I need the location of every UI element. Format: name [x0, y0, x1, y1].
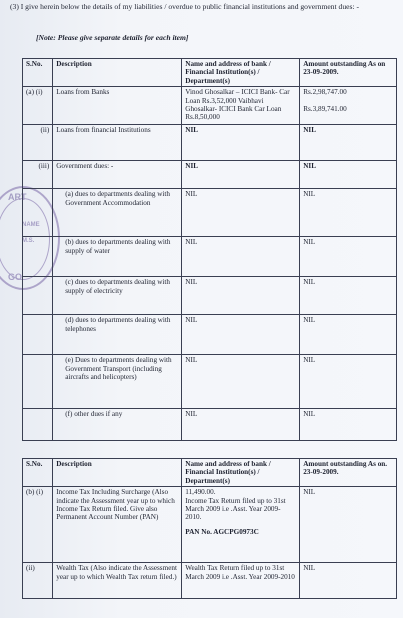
cell-amount: NIL — [300, 487, 397, 563]
cell-sno: (a) (i) — [23, 87, 53, 125]
cell-amount: NIL — [300, 277, 397, 315]
intro-paragraph: (3) I give herein below the details of my liabilities / overdue to public financial institutions and government dues: - — [10, 2, 360, 11]
stamp-text: GO — [8, 272, 23, 282]
cell-amount: NIL — [300, 355, 397, 409]
cell-description: Wealth Tax (Also indicate the Assessment year up to which Wealth Tax return filed.) — [53, 563, 182, 599]
col-header-description: Description — [53, 59, 182, 87]
cell-description: (f) other dues if any — [53, 409, 182, 441]
table-row — [23, 487, 397, 563]
cell-bank: NIL — [182, 161, 300, 189]
cell-description: Loans from financial Institutions — [53, 125, 182, 161]
col-header-sno: S.No. — [23, 459, 53, 487]
cell-bank: NIL — [182, 125, 300, 161]
cell-bank: Vinod Ghosalkar – ICICI Bank- Car Loan Rs.3,52,000 Vaibhavi Ghosalkar- ICICI Bank Car Loan Rs.8,50,000 — [182, 87, 300, 125]
table-row — [23, 563, 397, 599]
cell-amount: NIL — [300, 315, 397, 355]
cell-bank — [182, 487, 300, 563]
cell-description: (a) dues to departments dealing with Government Accommodation — [53, 189, 182, 237]
col-header-description: Description — [53, 459, 182, 487]
cell-amount: NIL — [300, 161, 397, 189]
col-header-sno: S.No. — [23, 59, 53, 87]
table-row — [23, 125, 397, 161]
cell-sno — [23, 237, 53, 277]
cell-bank: NIL — [182, 409, 300, 441]
stamp-text: M.S. — [22, 238, 35, 244]
cell-description: Government dues: - — [53, 161, 182, 189]
pan-number: PAN No. AGCPG0973C — [185, 527, 259, 536]
cell-sno — [23, 355, 53, 409]
cell-sno: (iii) — [23, 161, 53, 189]
cell-sno — [23, 189, 53, 237]
cell-amount: NIL — [300, 563, 397, 599]
cell-bank: NIL — [182, 237, 300, 277]
cell-bank: NIL — [182, 355, 300, 409]
cell-amount: Rs.2,98,747.00 Rs.3,89,741.00 — [300, 87, 397, 125]
col-header-bank: Name and address of bank / Financial Institution(s) / Department(s) — [182, 459, 300, 487]
table-row — [23, 161, 397, 189]
cell-amount: NIL — [300, 189, 397, 237]
table-row — [23, 409, 397, 441]
cell-description: Income Tax Including Surcharge (Also indicate the Assessment year up to which Income Tax Return filed. Give also Permanent Account Number (PAN) — [53, 487, 182, 563]
table-row — [23, 87, 397, 125]
cell-sno — [23, 315, 53, 355]
cell-amount: NIL — [300, 409, 397, 441]
stamp-text: NAME — [22, 222, 40, 228]
table-row — [23, 189, 397, 237]
cell-description: (d) dues to departments dealing with telephones — [53, 315, 182, 355]
table-row — [23, 315, 397, 355]
cell-sno: (b) (i) — [23, 487, 53, 563]
liabilities-table-2 — [22, 458, 397, 599]
col-header-amount: Amount outstanding As on 23-09-2009. — [300, 59, 397, 87]
cell-bank: NIL — [182, 189, 300, 237]
cell-description: (b) dues to departments dealing with supply of water — [53, 237, 182, 277]
table-header-row — [23, 459, 397, 487]
cell-amount: NIL — [300, 237, 397, 277]
cell-bank: NIL — [182, 315, 300, 355]
cell-amount: NIL — [300, 125, 397, 161]
stamp-text: ART — [8, 192, 27, 202]
cell-sno: (ii) — [23, 563, 53, 599]
col-header-bank: Name and address of bank / Financial Institution(s) / Department(s) — [182, 59, 300, 87]
cell-sno: (ii) — [23, 125, 53, 161]
table-row — [23, 355, 397, 409]
cell-sno — [23, 277, 53, 315]
cell-bank: NIL — [182, 277, 300, 315]
note-line: [Note: Please give separate details for each item] — [36, 33, 189, 42]
cell-sno — [23, 409, 53, 441]
table-row — [23, 277, 397, 315]
cell-bank-text: 11,490.00. Income Tax Return filed up to 31st March 2009 i.e .Asst. Year 2009-2010. — [185, 488, 286, 522]
cell-description: (e) Dues to departments dealing with Government Transport (including aircrafts and helicopters) — [53, 355, 182, 409]
liabilities-table-1 — [22, 58, 397, 441]
cell-description: (c) dues to departments dealing with supply of electricity — [53, 277, 182, 315]
cell-description: Loans from Banks — [53, 87, 182, 125]
table-row — [23, 237, 397, 277]
table-header-row — [23, 59, 397, 87]
col-header-amount: Amount outstanding As on. 23-09-2009. — [300, 459, 397, 487]
cell-bank: Wealth Tax Return filed up to 31st March 2009 i.e .Asst. Year 2009-2010 — [182, 563, 300, 599]
